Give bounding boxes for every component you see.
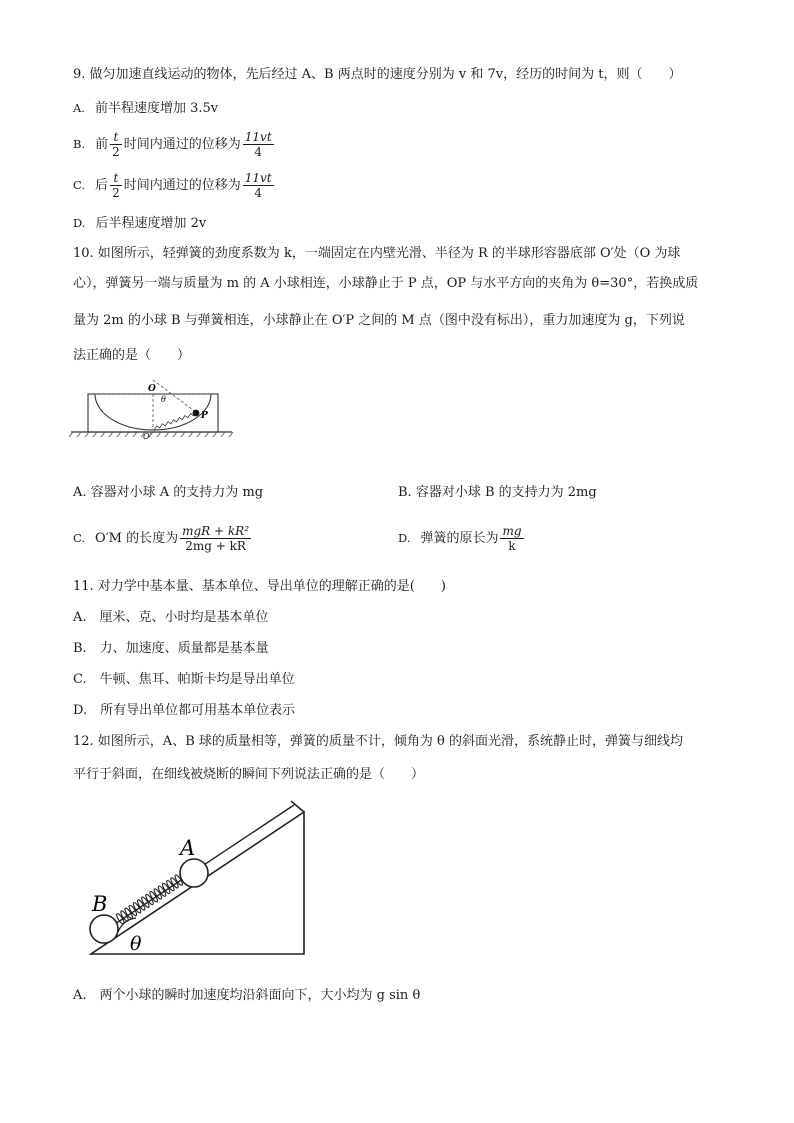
q10-option-a: A. 容器对小球 A 的支持力为 mg bbox=[73, 485, 264, 500]
label-a: A bbox=[180, 836, 196, 860]
q10-stem-line-2: 心），弹簧另一端与质量为 m 的 A 小球相连，小球静止于 P 点，OP 与水平方向的夹角为 θ=30°，若换成质 bbox=[73, 276, 699, 291]
q9-option-c: C. 后 $\frac{t}{2}$ 时间内通过的位移为 $\frac{11vt}{4}$ bbox=[73, 171, 272, 200]
incline-figure bbox=[86, 800, 310, 960]
q10-option-b: B. 容器对小球 B 的支持力为 2mg bbox=[398, 485, 597, 500]
q9-option-d: D. 后半程速度增加 2v bbox=[73, 216, 207, 231]
q11-option-d: D. 所有导出单位都可用基本单位表示 bbox=[73, 703, 296, 718]
label-theta: θ bbox=[161, 395, 166, 404]
label-b: B bbox=[92, 892, 108, 916]
q12-stem-line-1: 12. 如图所示，A、B 球的质量相等，弹簧的质量不计，倾角为 θ 的斜面光滑，系统静止时，弹簧与细线均 bbox=[73, 734, 683, 749]
q10-stem-line-4: 法正确的是（ ） bbox=[73, 348, 191, 363]
q10-stem-line-3: 量为 2m 的小球 B 与弹簧相连，小球静止在 O′P 之间的 M 点（图中没有标出），重力加速度为 g，下列说 bbox=[73, 313, 685, 328]
q11-stem: 11. 对力学中基本量、基本单位、导出单位的理解正确的是( ) bbox=[73, 579, 446, 594]
q11-option-c: C. 牛顿、焦耳、帕斯卡均是导出单位 bbox=[73, 672, 295, 687]
q9-option-b: B. 前 $\frac{t}{2}$ 时间内通过的位移为 $\frac{11vt}{4}$ bbox=[73, 130, 272, 159]
q12-option-a: A. 两个小球的瞬时加速度均沿斜面向下，大小均为 g sin θ bbox=[73, 988, 421, 1003]
q10-option-d: D. 弹簧的原长为 $\frac{mg}{k}$ bbox=[398, 524, 522, 553]
hemisphere-container-figure bbox=[68, 378, 238, 440]
q10-option-c: C. O′M 的长度为 $\frac{\text{mgR + kR²}}{2mg + kR}$ bbox=[73, 524, 250, 553]
q9-stem: 9. 做匀加速直线运动的物体，先后经过 A、B 两点时的速度分别为 v 和 7v，经历的时间为 t，则（ ） bbox=[73, 67, 682, 82]
q9-option-a: A. 前半程速度增加 3.5v bbox=[73, 101, 219, 116]
label-theta: θ bbox=[130, 933, 142, 955]
q11-option-b: B. 力、加速度、质量都是基本量 bbox=[73, 641, 269, 656]
label-o-prime: O′ bbox=[143, 432, 152, 440]
q11-option-a: A. 厘米、克、小时均是基本单位 bbox=[73, 610, 269, 625]
q10-stem-line-1: 10. 如图所示，轻弹簧的劲度系数为 k，一端固定在内壁光滑、半径为 R 的半球形容器底部 O′处（O 为球 bbox=[73, 246, 681, 261]
q12-stem-line-2: 平行于斜面，在细线被烧断的瞬间下列说法正确的是（ ） bbox=[73, 767, 425, 782]
label-o: O bbox=[148, 384, 156, 394]
label-p: P bbox=[201, 411, 208, 421]
